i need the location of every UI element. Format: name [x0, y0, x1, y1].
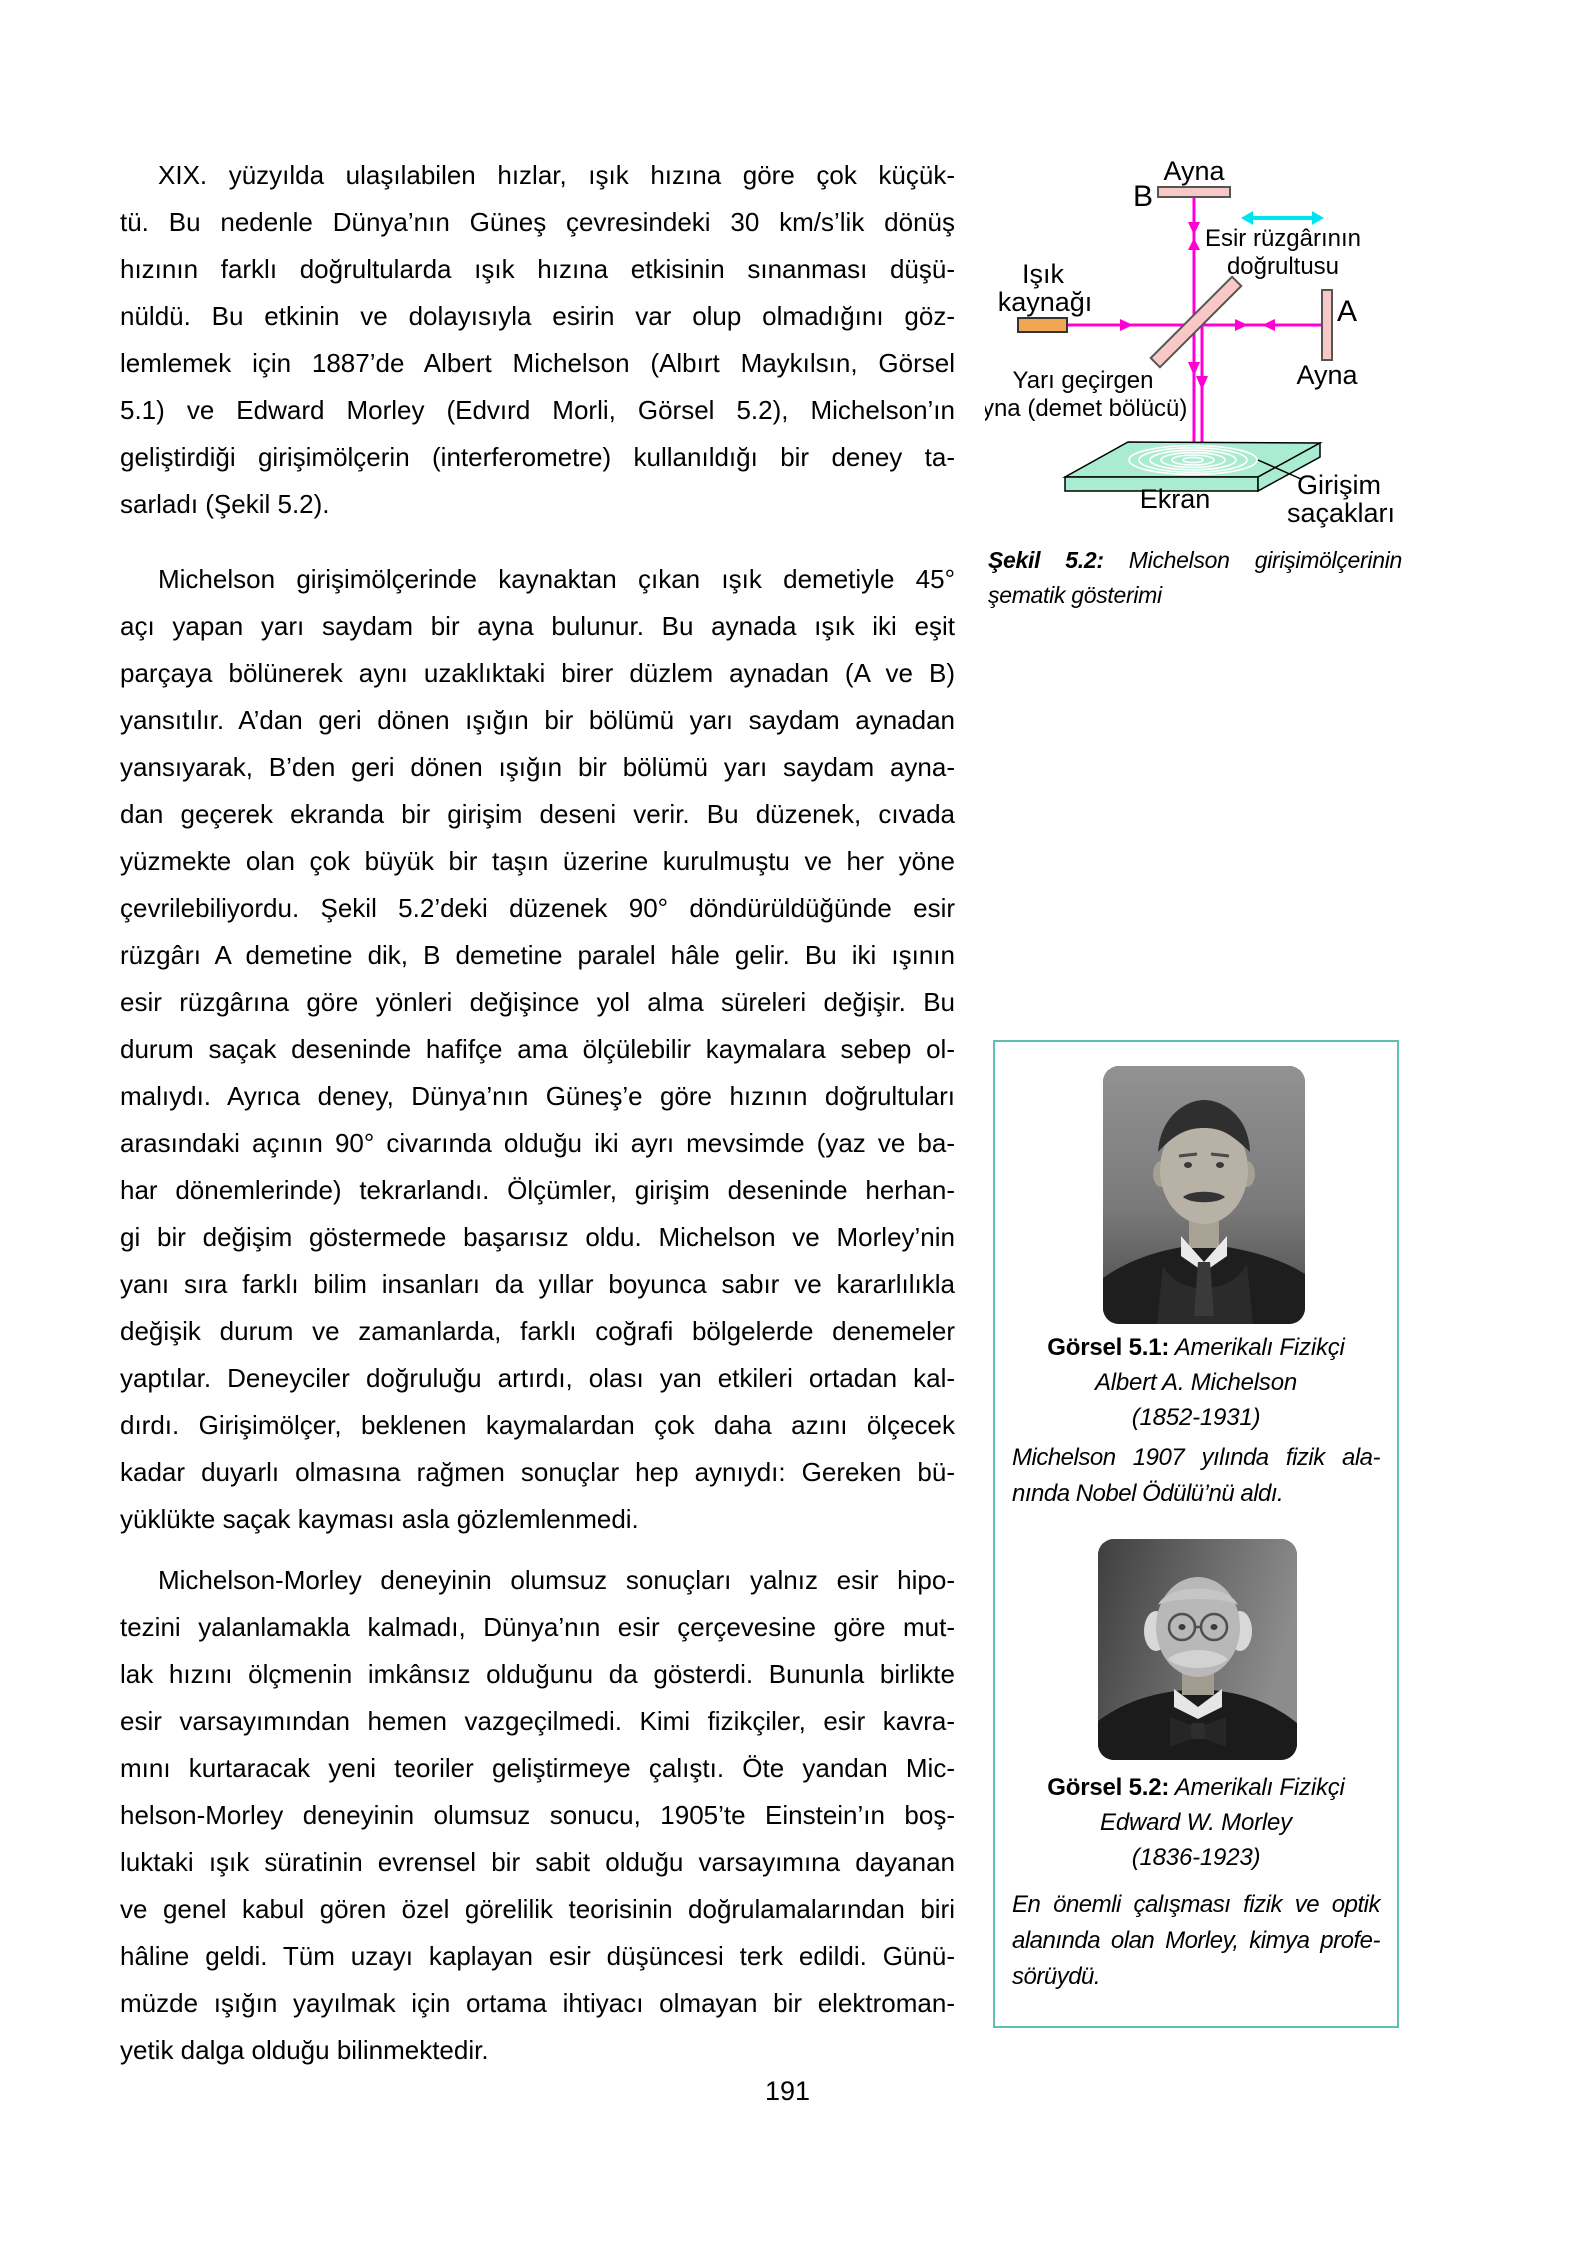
arrow-right-icon [1120, 319, 1133, 331]
caption-line: Edward W. Morley [1100, 1809, 1292, 1836]
text-line: esir varsayımından hemen vazgeçilmedi. Kimi fizikçiler, esir kavra- [120, 1706, 955, 1736]
text-line: hâline geldi. Tüm uzayı kaplayan esir düşüncesi terk edildi. Günü- [120, 1941, 955, 1971]
text-line: Michelson 1907 yılında fizik ala- [1012, 1444, 1380, 1471]
figure-caption-line2: şematik gösterimi [988, 582, 1162, 608]
label-beam-splitter-1: Yarı geçirgen [1012, 367, 1154, 394]
caption-line: Görsel 5.1: Amerikalı Fizikçi [1047, 1334, 1345, 1361]
mirror-a [1322, 290, 1332, 360]
text-line: lemlemek için 1887’de Albert Michelson (Albırt Maykılsın, Görsel [120, 348, 955, 378]
ether-wind-arrow-icon [1241, 211, 1324, 225]
text-line: har dönemlerinde) tekrarlandı. Ölçümler, girişim deseninde herhan- [120, 1175, 955, 1205]
arrow-down-icon [1188, 362, 1200, 376]
arrow-down-icon [1188, 222, 1200, 235]
arrow-left-icon [1262, 319, 1275, 331]
label-beam-splitter-2: ayna (demet bölücü) [985, 395, 1188, 422]
morley-portrait [1098, 1539, 1297, 1760]
label-light-source-2: kaynağı [997, 287, 1093, 317]
text-line: Michelson-Morley deneyinin olumsuz sonuçları yalnız esir hipo- [158, 1565, 955, 1595]
michelson-note [1012, 1440, 1380, 1512]
caption-line: (1836-1923) [1131, 1844, 1261, 1871]
text-line: kadar duyarlı olmasına rağmen sonuçlar hep aynıydı: Gereken bü- [120, 1457, 955, 1487]
label-fringes-1: Girişim [1297, 470, 1381, 500]
label-ether-wind-1: Esir rüzgârının [1204, 225, 1362, 252]
text-line: müzde ışığın yayılmak için ortama ihtiyacı olmayan bir elektroman- [120, 1988, 955, 2018]
text-line: yansıyarak, B’den geri dönen ışığın bir bölümü yarı saydam ayna- [120, 752, 955, 782]
mirror-b [1158, 187, 1230, 197]
text-line: yüklükte saçak kayması asla gözlemlenmedi. [120, 1504, 639, 1534]
text-line: tü. Bu nedenle Dünya’nın Güneş çevresindeki 30 km/s’lik dönüş [120, 207, 955, 237]
light-source [1018, 318, 1067, 332]
text-line: Michelson girişimölçerinde kaynaktan çıkan ışık demetiyle 45° [158, 564, 955, 594]
caption-line: Albert A. Michelson [1094, 1369, 1298, 1396]
text-line: malıydı. Ayrıca deney, Dünya’nın Güneş’e göre hızının doğrultuları [120, 1081, 955, 1111]
text-line: geliştirdiği girişimölçerin (interferometre) kullanıldığı bir deney ta- [120, 442, 955, 472]
caption-line: (1852-1931) [1131, 1404, 1261, 1431]
morley-caption [995, 1770, 1397, 1875]
text-line: açı yapan yarı saydam bir ayna bulunur. Bu aynada ışık iki eşit [120, 611, 955, 641]
figure-caption [988, 543, 1402, 613]
label-a: A [1337, 295, 1358, 328]
text-line: durum saçak deseninde hafifçe ama ölçülebilir kaymalara sebep ol- [120, 1034, 955, 1064]
text-line: sörüydü. [1012, 1963, 1101, 1990]
text-line: dan geçerek ekranda bir girişim deseni verir. Bu düzenek, cıvada [120, 799, 955, 829]
label-light-source-1: Işık [1021, 259, 1065, 289]
figure-caption-label: Şekil 5.2: [988, 547, 1104, 573]
text-line: rüzgârı A demetine dik, B demetine paralel hâle gelir. Bu iki ışının [120, 940, 955, 970]
text-line: yetik dalga olduğu bilinmektedir. [120, 2035, 489, 2065]
text-line: tezini yalanlamakla kalmadı, Dünya’nın esir çerçevesine göre mut- [120, 1612, 955, 1642]
label-mirror-b: Ayna [1163, 156, 1225, 186]
text-line: alanında olan Morley, kimya profe- [1012, 1927, 1380, 1954]
michelson-caption [995, 1330, 1397, 1435]
text-line: dırdı. Girişimölçer, beklenen kaymalardan çok daha azını ölçecek [120, 1410, 955, 1440]
text-line: yüzmekte olan çok büyük bir taşın üzerine kurulmuştu ve her yöne [120, 846, 955, 876]
text-line: XIX. yüzyılda ulaşılabilen hızlar, ışık hızına göre çok küçük- [158, 160, 955, 190]
text-line: yansıtılır. A’dan geri dönen ışığın bir bölümü yarı saydam aynadan [120, 705, 955, 735]
michelson-interferometer-diagram [985, 130, 1430, 530]
figure-caption-text: Michelson girişimölçerinin [1128, 547, 1403, 573]
label-b: B [1132, 180, 1153, 213]
text-line: değişik durum ve zamanlarda, farklı coğrafi bölgelerde denemeler [120, 1316, 955, 1346]
paragraph [120, 152, 955, 528]
figure-caption-line1 [988, 543, 1402, 578]
text-line: mını kurtaracak yeni teoriler geliştirmeye çalıştı. Öte yandan Mic- [120, 1753, 955, 1783]
beam-splitter [1151, 277, 1242, 368]
caption-label: Görsel 5.2: [1047, 1774, 1170, 1801]
text-line: parçaya bölünerek aynı uzaklıktaki birer düzlem aynadan (A ve B) [120, 658, 955, 688]
arrow-down-icon [1196, 376, 1208, 390]
text-line: hızının farklı doğrultularda ışık hızına etkisinin sınanması düşü- [120, 254, 955, 284]
portraits-box [993, 1040, 1399, 2028]
text-line: helson-Morley deneyinin olumsuz sonucu, 1905’te Einstein’ın boş- [120, 1800, 955, 1830]
morley-note [1012, 1887, 1380, 1995]
text-line: En önemli çalışması fizik ve optik [1012, 1891, 1380, 1918]
text-line: luktaki ışık süratinin evrensel bir sabit olduğu varsayımına dayanan [120, 1847, 955, 1877]
text-line: nüldü. Bu etkinin ve dolayısıyla esirin var olup olmadığını göz- [120, 301, 955, 331]
michelson-portrait [1103, 1066, 1305, 1324]
caption-label: Görsel 5.1: [1047, 1334, 1170, 1361]
paragraph [120, 1557, 955, 2074]
label-mirror-a: Ayna [1296, 360, 1358, 390]
text-line: arasındaki açının 90° civarında olduğu iki ayrı mevsimde (yaz ve ba- [120, 1128, 955, 1158]
text-line: yaptılar. Deneyciler doğruluğu artırdı, olası yan etkileri ortadan kal- [120, 1363, 955, 1393]
text-line: lak hızını ölçmenin imkânsız olduğunu da gösterdi. Bununla birlikte [120, 1659, 955, 1689]
text-line: çevrilebiliyordu. Şekil 5.2’deki düzenek 90° döndürüldüğünde esir [120, 893, 955, 923]
text-line: 5.1) ve Edward Morley (Edvırd Morli, Görsel 5.2), Michelson’ın [120, 395, 955, 425]
label-ether-wind-2: doğrultusu [1226, 253, 1340, 280]
caption-line: Görsel 5.2: Amerikalı Fizikçi [1047, 1774, 1345, 1801]
main-text-column [120, 152, 955, 2074]
text-line: gi bir değişim göstermede başarısız oldu. Michelson ve Morley’nin [120, 1222, 955, 1252]
text-line: sarladı (Şekil 5.2). [120, 489, 330, 519]
paragraph [120, 556, 955, 1543]
label-fringes-2: saçakları [1286, 498, 1396, 528]
arrow-right-icon [1235, 319, 1248, 331]
arrow-up-icon [1188, 238, 1200, 250]
text-line: ve genel kabul gören özel görelilik teorisinin doğrulamalarından biri [120, 1894, 955, 1924]
text-line: esir rüzgârına göre yönleri değişince yol alma süreleri değişir. Bu [120, 987, 955, 1017]
page-number: 191 [764, 2076, 811, 2106]
text-line: nında Nobel Ödülü’nü aldı. [1012, 1480, 1284, 1507]
label-screen: Ekran [1139, 484, 1211, 514]
text-line: yanı sıra farklı bilim insanları da yıllar boyunca sabır ve kararlılıkla [120, 1269, 955, 1299]
